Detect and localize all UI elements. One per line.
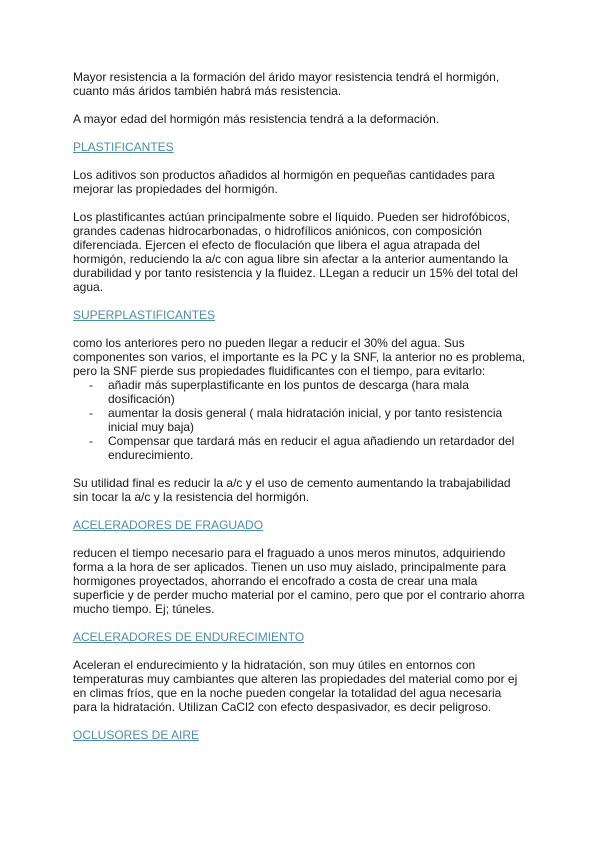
heading-superplastificantes[interactable]: SUPERPLASTIFICANTES	[73, 308, 216, 322]
heading-aceleradores-endurecimiento[interactable]: ACELERADORES DE ENDURECIMIENTO	[73, 630, 305, 644]
heading-aceleradores-fraguado[interactable]: ACELERADORES DE FRAGUADO	[73, 518, 264, 532]
paragraph-intro-2: A mayor edad del hormigón más resistencia tendrá a la deformación.	[73, 112, 440, 126]
paragraph-plastificantes-1: Los aditivos son productos añadidos al hormigón en pequeñas cantidades para mejorar las propiedades del hormigón.	[73, 168, 495, 196]
paragraph-aceleradores-fraguado: reducen el tiempo necesario para el fraguado a unos meros minutos, adquiriendo forma a la hora de ser aplicados. Tienen un uso muy aislado, principalmente para hormigones proyectados, ahorrando el encofrado a costa de crear una mala superficie y de perder mucho material por el camino, pero que por el contrario ahorra mucho tiempo. Ej; túneles.	[73, 546, 525, 616]
list-item: - Compensar que tardará más en reducir el agua añadiendo un retardador del endurecimiento.	[73, 434, 528, 462]
superplastificantes-list	[73, 378, 528, 462]
list-item: - añadir más superplastificante en los puntos de descarga (hara mala dosificación)	[73, 378, 528, 406]
paragraph-superplastificantes-1: como los anteriores pero no pueden llegar a reducir el 30% del agua. Sus componentes son varios, el importante es la PC y la SNF, la anterior no es problema, pero la SNF pierde sus propiedades fluidificantes con el tiempo, para evitarlo:	[73, 336, 526, 378]
list-item: - aumentar la dosis general ( mala hidratación inicial, y por tanto resistencia inicial muy baja)	[73, 406, 528, 434]
paragraph-superplastificantes-2: Su utilidad final es reducir la a/c y el uso de cemento aumentando la trabajabilidad sin tocar la a/c y la resistencia del hormigón.	[73, 476, 511, 504]
heading-plastificantes[interactable]: PLASTIFICANTES	[73, 140, 174, 154]
heading-oclusores[interactable]: OCLUSORES DE AIRE	[73, 728, 200, 742]
paragraph-plastificantes-2: Los plastificantes actúan principalmente sobre el líquido. Pueden ser hidrofóbicos, grandes cadenas hidrocarbonadas, o hidrofílicos aniónicos, con composición diferenciada. Ejercen el efecto de floculación que libera el agua atrapada del hormigón, reduciendo la a/c con agua libre sin afectar a la anterior aumentando la durabilidad y por tanto resistencia y la fluidez. LLegan a reducir un 15% del total del agua.	[73, 210, 518, 294]
paragraph-aceleradores-endurecimiento: Aceleran el endurecimiento y la hidratación, son muy útiles en entornos con temperaturas muy cambiantes que alteren las propiedades del material como por ej en climas fríos, que en la noche pueden congelar la totalidad del agua necesaria para la hidratación. Utilizan CaCl2 con efecto despasivador, es decir peligroso.	[73, 658, 518, 714]
paragraph-intro-1: Mayor resistencia a la formación del árido mayor resistencia tendrá el hormigón, cuanto más áridos también habrá más resistencia.	[73, 70, 500, 98]
document-body	[73, 70, 528, 756]
